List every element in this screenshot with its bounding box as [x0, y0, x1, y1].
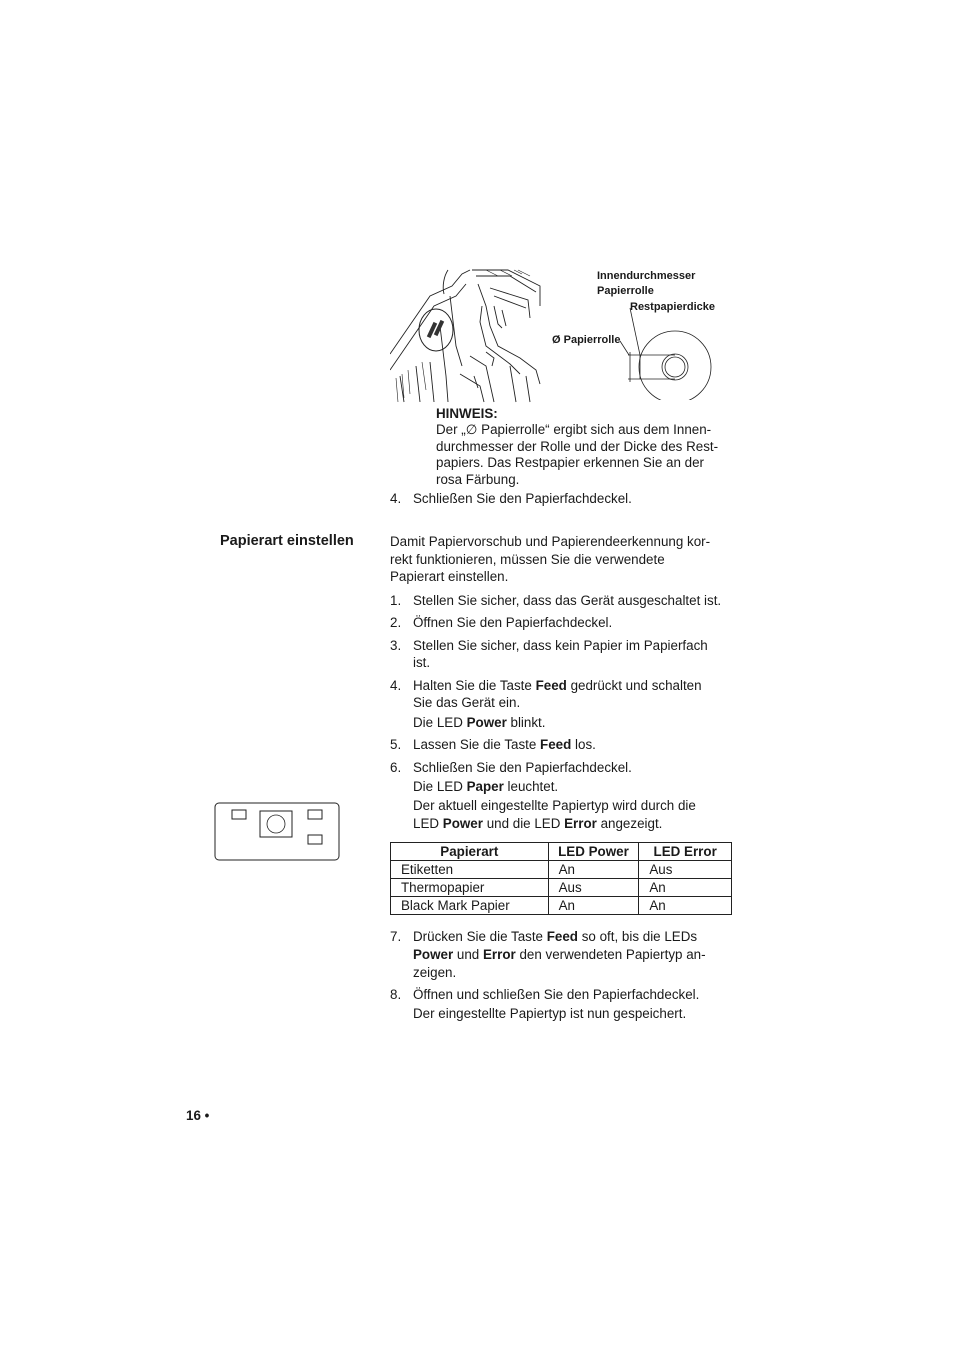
step-text: Stellen Sie sicher, dass das Gerät ausgeschaltet ist.: [413, 593, 722, 608]
step-8: [390, 986, 735, 1003]
section-title: Papierart einstellen: [220, 533, 354, 549]
text-run: Halten Sie die Taste: [413, 678, 536, 693]
led-error-icon: [308, 835, 322, 844]
step-number: 8.: [390, 987, 402, 1002]
step-text: Öffnen und schließen Sie den Papierfachdeckel.: [413, 987, 700, 1002]
step-number: 2.: [390, 615, 402, 630]
step-7: [390, 928, 735, 982]
led-error: Error: [482, 947, 516, 962]
step-number: 5.: [390, 737, 402, 752]
step-text: [413, 928, 735, 982]
text-run: Die LED: [413, 715, 467, 730]
step-text: Schließen Sie den Papierfachdeckel.: [413, 760, 632, 775]
text-run: Lassen Sie die Taste: [413, 737, 541, 752]
col-header: LED Power: [548, 843, 639, 861]
table-row: [391, 861, 732, 879]
led-power: Power: [466, 715, 507, 730]
table-header-row: [391, 843, 732, 861]
step-6: [390, 759, 735, 776]
table-cell: Aus: [548, 879, 639, 897]
intro-line: Damit Papiervorschub und Papierendeerkennung kor-: [390, 534, 711, 549]
step-line: zeigen.: [413, 965, 457, 980]
text-run: Drücken Sie die Taste: [413, 929, 547, 944]
printer-illustration: [390, 266, 550, 404]
key-feed: Feed: [535, 678, 567, 693]
step-line: [413, 815, 733, 833]
text-run: los.: [571, 737, 596, 752]
step-line: [413, 928, 735, 946]
led-power-icon: [308, 810, 322, 819]
table-row: [391, 879, 732, 897]
page-number: 16 •: [186, 1108, 210, 1123]
step-number: 4.: [390, 678, 402, 693]
step-8-result: Der eingestellte Papiertyp ist nun gespeichert.: [413, 1006, 687, 1021]
key-feed: Feed: [540, 737, 572, 752]
step-line: Stellen Sie sicher, dass kein Papier im Papierfach: [413, 638, 708, 653]
intro-line: rekt funktionieren, müssen Sie die verwendete: [390, 551, 665, 567]
step-text: Schließen Sie den Papierfachdeckel.: [413, 491, 632, 506]
col-header: LED Error: [639, 843, 732, 861]
step-5: [390, 736, 735, 753]
step-close-cover: [390, 490, 735, 507]
text-run: leuchtet.: [503, 779, 559, 794]
step-line: [413, 677, 735, 694]
step-line: ist.: [413, 655, 431, 670]
note-line: durchmesser der Rolle und der Dicke des Rest-: [436, 438, 719, 454]
step-text: [413, 736, 735, 753]
led-paper: Paper: [466, 779, 504, 794]
step-number: 3.: [390, 638, 402, 653]
table-cell: An: [548, 861, 639, 879]
table-row: [391, 897, 732, 915]
step-6-result-2: [413, 797, 733, 833]
control-panel-illustration: [214, 802, 340, 862]
step-number: 6.: [390, 760, 402, 775]
note-line: papiers. Das Restpapier erkennen Sie an der: [436, 455, 704, 470]
table-cell: An: [639, 897, 732, 915]
text-run: angezeigt.: [596, 816, 663, 831]
text-run: so oft, bis die LEDs: [578, 929, 698, 944]
text-run: und: [453, 947, 483, 962]
step-line: Der aktuell eingestellte Papiertyp wird durch die: [413, 798, 696, 813]
step-text: [413, 637, 735, 671]
text-run: LED: [413, 816, 443, 831]
step-number: 7.: [390, 929, 402, 944]
table-cell: Aus: [639, 861, 732, 879]
step-text: [413, 677, 735, 711]
label-inner-diameter: [597, 269, 695, 299]
step-line: Sie das Gerät ein.: [413, 695, 521, 710]
text-run: blinkt.: [506, 715, 546, 730]
text-run: Die LED: [413, 779, 467, 794]
table-cell: An: [548, 897, 639, 915]
step-2: [390, 614, 735, 631]
label-rest-thickness: Restpapierdicke: [630, 301, 715, 313]
step-4-result: [413, 714, 733, 731]
led-power: Power: [442, 816, 483, 831]
paper-roll-diagram: [620, 300, 720, 400]
label-inner-line-1: Innendurchmesser: [597, 270, 696, 282]
section-intro: [390, 533, 735, 586]
label-inner-line-2: Papierrolle: [597, 285, 654, 297]
note-heading: HINWEIS:: [436, 406, 498, 421]
step-number: 1.: [390, 593, 402, 608]
note-line: Der „∅ Papierrolle“ ergibt sich aus dem Innen-: [436, 422, 712, 437]
text-run: gedrückt und schalten: [566, 678, 702, 693]
step-1: [390, 592, 735, 609]
table-cell: An: [639, 879, 732, 897]
table-cell: Black Mark Papier: [391, 897, 549, 915]
led-error: Error: [564, 816, 597, 831]
step-text: Öffnen Sie den Papierfachdeckel.: [413, 615, 613, 630]
led-power: Power: [413, 947, 454, 962]
step-line: [413, 946, 735, 964]
table-cell: Thermopapier: [391, 879, 549, 897]
text-run: den verwendeten Papiertyp an-: [515, 947, 706, 962]
note-line: rosa Färbung.: [436, 471, 520, 487]
step-3: [390, 637, 735, 671]
label-roll-diameter: Ø Papierrolle: [552, 334, 621, 346]
step-number: 4.: [390, 491, 402, 506]
intro-line: Papierart einstellen.: [390, 569, 509, 584]
table-cell: Etiketten: [391, 861, 549, 879]
note-body: [436, 422, 736, 488]
col-header: Papierart: [391, 843, 549, 861]
text-run: und die LED: [482, 816, 565, 831]
step-6-result-1: [413, 778, 733, 795]
led-paper-icon: [232, 810, 246, 819]
paper-type-table: [390, 842, 732, 915]
key-feed: Feed: [546, 929, 578, 944]
step-4: [390, 677, 735, 711]
